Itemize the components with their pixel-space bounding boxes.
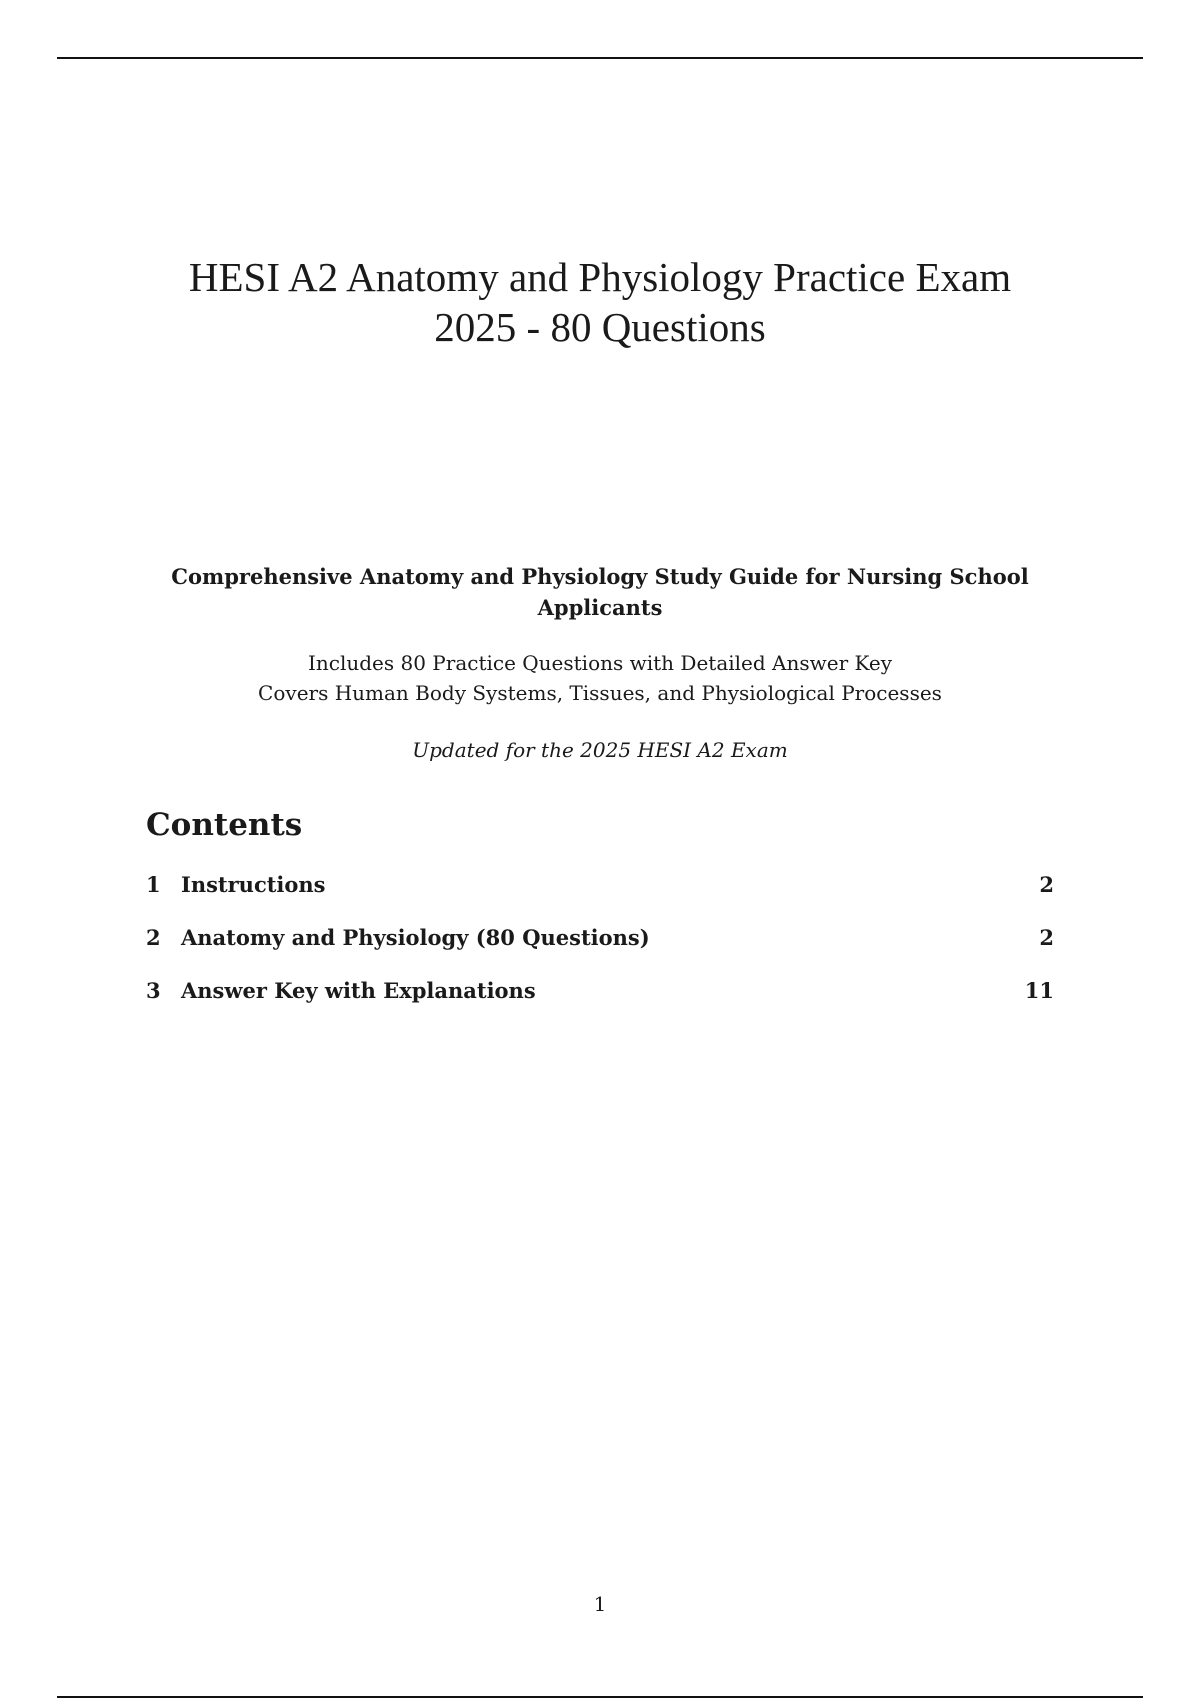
updated-note: Updated for the 2025 HESI A2 Exam <box>412 738 788 762</box>
toc-entry-instructions[interactable] <box>146 870 1054 923</box>
toc-entry-number: 2 <box>146 925 161 950</box>
top-rule <box>57 57 1143 59</box>
page-number: 1 <box>593 1592 607 1616</box>
toc-entry-page: 2 <box>1039 872 1054 897</box>
toc-entry-number: 3 <box>146 978 161 1003</box>
toc-entry-page: 2 <box>1039 925 1054 950</box>
title-line-2: 2025 - 80 Questions <box>434 304 766 350</box>
includes-line-1: Includes 80 Practice Questions with Detailed Answer Key <box>307 651 893 675</box>
title-line-1: HESI A2 Anatomy and Physiology Practice Exam <box>188 254 1012 300</box>
toc-entry-page: 11 <box>1024 978 1054 1003</box>
includes-block <box>150 648 1050 708</box>
contents-heading: Contents <box>146 807 303 843</box>
includes-line-2: Covers Human Body Systems, Tissues, and Physiological Processes <box>258 681 942 705</box>
toc-entry-number: 1 <box>146 872 161 897</box>
toc-entry-label: Anatomy and Physiology (80 Questions) <box>181 925 650 950</box>
toc-entry-label: Instructions <box>181 872 326 897</box>
toc-entry-anatomy-physiology[interactable] <box>146 923 1054 976</box>
bottom-rule <box>57 1696 1143 1698</box>
table-of-contents <box>146 870 1054 1029</box>
toc-entry-label: Answer Key with Explanations <box>181 978 536 1003</box>
document-title <box>0 252 1200 352</box>
toc-entry-answer-key[interactable] <box>146 976 1054 1029</box>
document-subtitle: Comprehensive Anatomy and Physiology Study Guide for Nursing School Applicants <box>171 564 1029 620</box>
